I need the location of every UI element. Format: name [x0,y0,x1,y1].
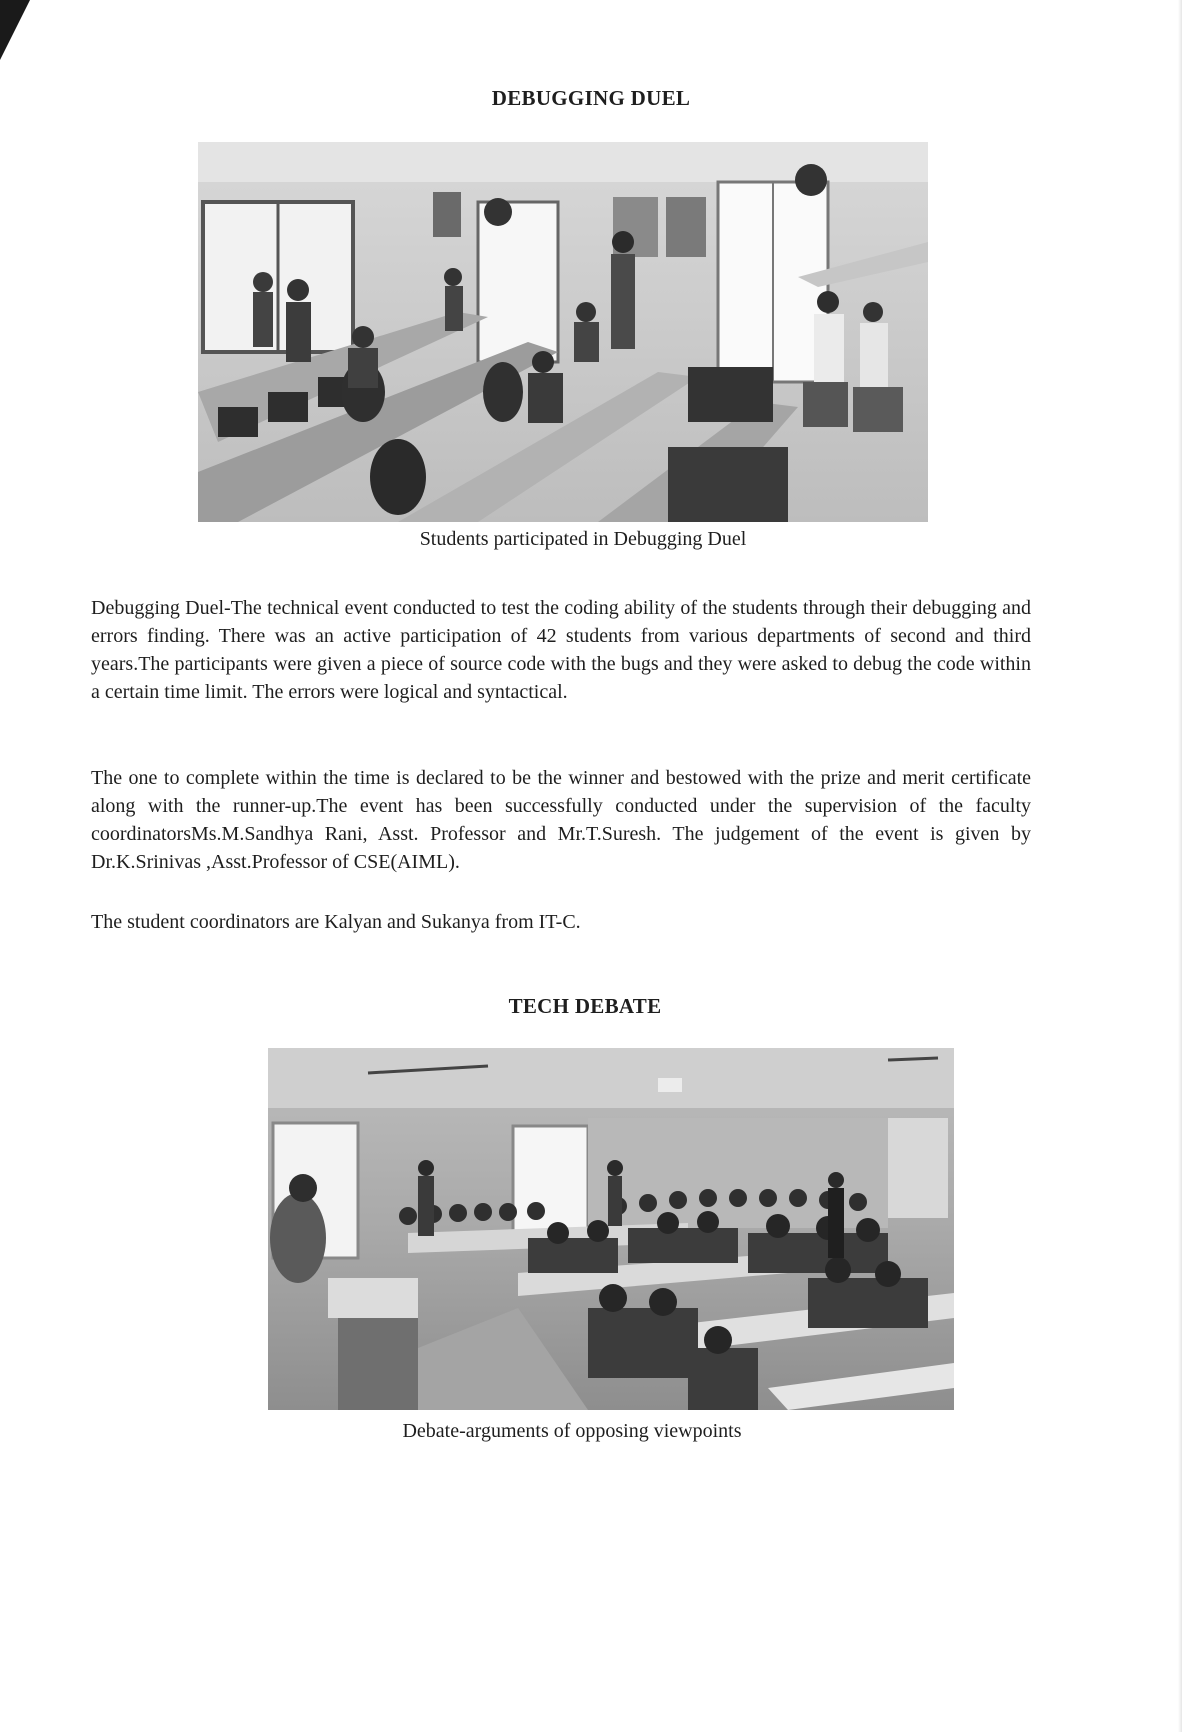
computer-lab-photo [198,142,928,522]
paragraph-winner-and-coordinators: The one to complete within the time is declared to be the winner and bestowed with the prize and merit certificate along with the runner-up.The event has been successfully conducted under the supervision of the faculty coordinatorsMs.M.Sandhya Rani, Asst. Professor and Mr.T.Suresh. The judgement of the event is given by Dr.K.Srinivas ,Asst.Professor of CSE(AIML). [91,767,1031,873]
paragraph-student-coordinators: The student coordinators are Kalyan and Sukanya from IT-C. [91,911,581,933]
photo-caption-debugging-duel: Students participated in Debugging Duel [419,528,747,550]
scan-corner-shadow [0,0,30,60]
section-heading-tech-debate: TECH DEBATE [508,994,662,1018]
paragraph-event-description: Debugging Duel-The technical event conducted to test the coding ability of the students through their debugging and errors finding. There was an active participation of 42 students from various departments of second and third years.The participants were given a piece of source code with the bugs and they were asked to debug the code within a certain time limit. The errors were logical and syntactical. [91,597,1031,703]
photo-caption-tech-debate: Debate-arguments of opposing viewpoints [402,1420,742,1442]
section-heading-debugging-duel: DEBUGGING DUEL [491,86,691,110]
classroom-debate-photo [268,1048,954,1410]
scan-edge [1178,0,1182,1732]
